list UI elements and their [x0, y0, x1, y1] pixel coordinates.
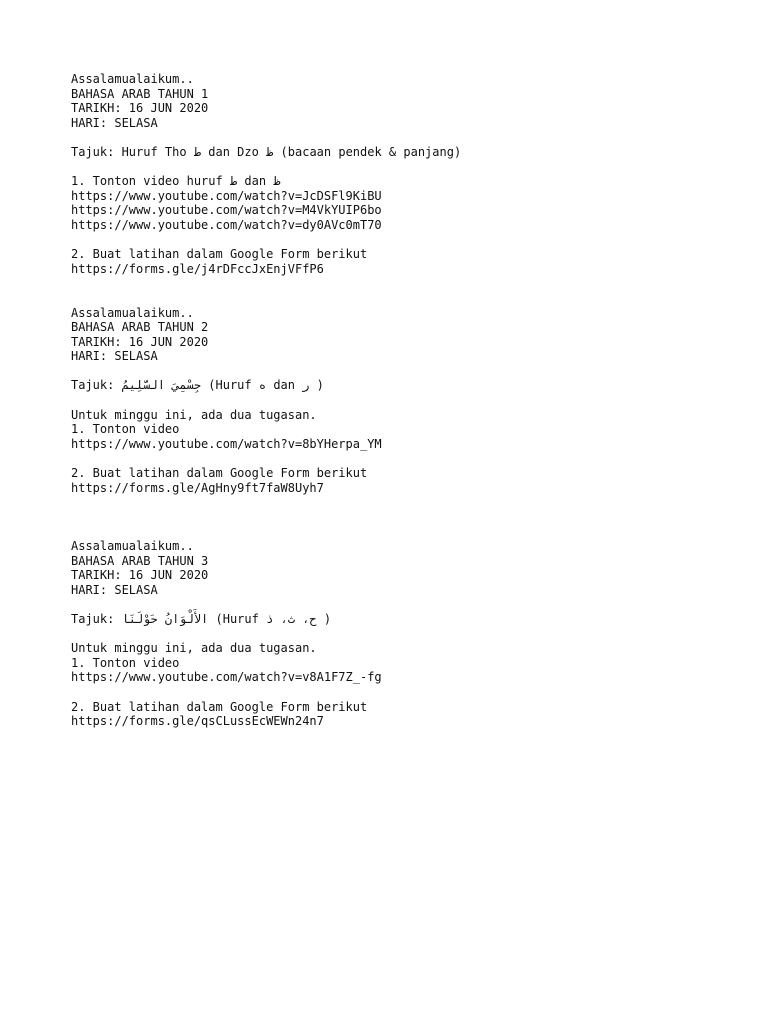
subject-line: BAHASA ARAB TAHUN 1 [71, 86, 209, 101]
topic-line: Tajuk: Huruf Tho ط dan Dzo ظ (bacaan pendek & panjang) [71, 144, 462, 159]
task-video-line: 1. Tonton video huruf ط dan ظ [71, 174, 281, 189]
intro-line: Untuk minggu ini, ada dua tugasan. [71, 407, 317, 422]
day-line: HARI: SELASA [71, 582, 158, 597]
task-form-line: 2. Buat latihan dalam Google Form berikut [71, 466, 368, 481]
greeting: Assalamualaikum.. [71, 72, 194, 86]
task-video-line: 1. Tonton video [71, 422, 180, 437]
form-link[interactable]: https://forms.gle/qsCLussEcWEWn24n7 [71, 714, 324, 729]
form-link[interactable]: https://forms.gle/j4rDFccJxEnjVFfP6 [71, 261, 324, 276]
greeting: Assalamualaikum.. [71, 305, 194, 320]
date-line: TARIKH: 16 JUN 2020 [71, 568, 209, 583]
day-line: HARI: SELASA [71, 349, 158, 364]
section-tahun-1 [71, 72, 731, 276]
subject-line: BAHASA ARAB TAHUN 2 [71, 320, 209, 335]
intro-line: Untuk minggu ini, ada dua tugasan. [71, 641, 317, 656]
video-link-3[interactable]: https://www.youtube.com/watch?v=dy0AVc0mT70 [71, 217, 382, 232]
subject-line: BAHASA ARAB TAHUN 3 [71, 553, 209, 568]
date-line: TARIKH: 16 JUN 2020 [71, 334, 209, 349]
section-tahun-3 [71, 539, 731, 729]
date-line: TARIKH: 16 JUN 2020 [71, 101, 209, 116]
greeting: Assalamualaikum.. [71, 539, 194, 554]
section-tahun-2 [71, 306, 731, 496]
video-link-1[interactable]: https://www.youtube.com/watch?v=v8A1F7Z_-fg [71, 670, 382, 685]
form-link[interactable]: https://forms.gle/AgHny9ft7faW8Uyh7 [71, 480, 324, 495]
topic-line: Tajuk: الأَلْوَانُ حَوْلَنَا (Huruf ح، ث، ذ ) [71, 611, 332, 626]
task-form-line: 2. Buat latihan dalam Google Form berikut [71, 699, 368, 714]
topic-line: Tajuk: جِسْمِيَ السَّلِيمُ (Huruf ه dan ر ) [71, 378, 324, 393]
video-link-1[interactable]: https://www.youtube.com/watch?v=8bYHerpa_YM [71, 436, 382, 451]
document-page [71, 72, 731, 729]
task-video-line: 1. Tonton video [71, 655, 180, 670]
video-link-2[interactable]: https://www.youtube.com/watch?v=M4VkYUIP6bo [71, 203, 382, 218]
video-link-1[interactable]: https://www.youtube.com/watch?v=JcDSFl9KiBU [71, 188, 382, 203]
task-form-line: 2. Buat latihan dalam Google Form berikut [71, 247, 368, 262]
day-line: HARI: SELASA [71, 115, 158, 130]
